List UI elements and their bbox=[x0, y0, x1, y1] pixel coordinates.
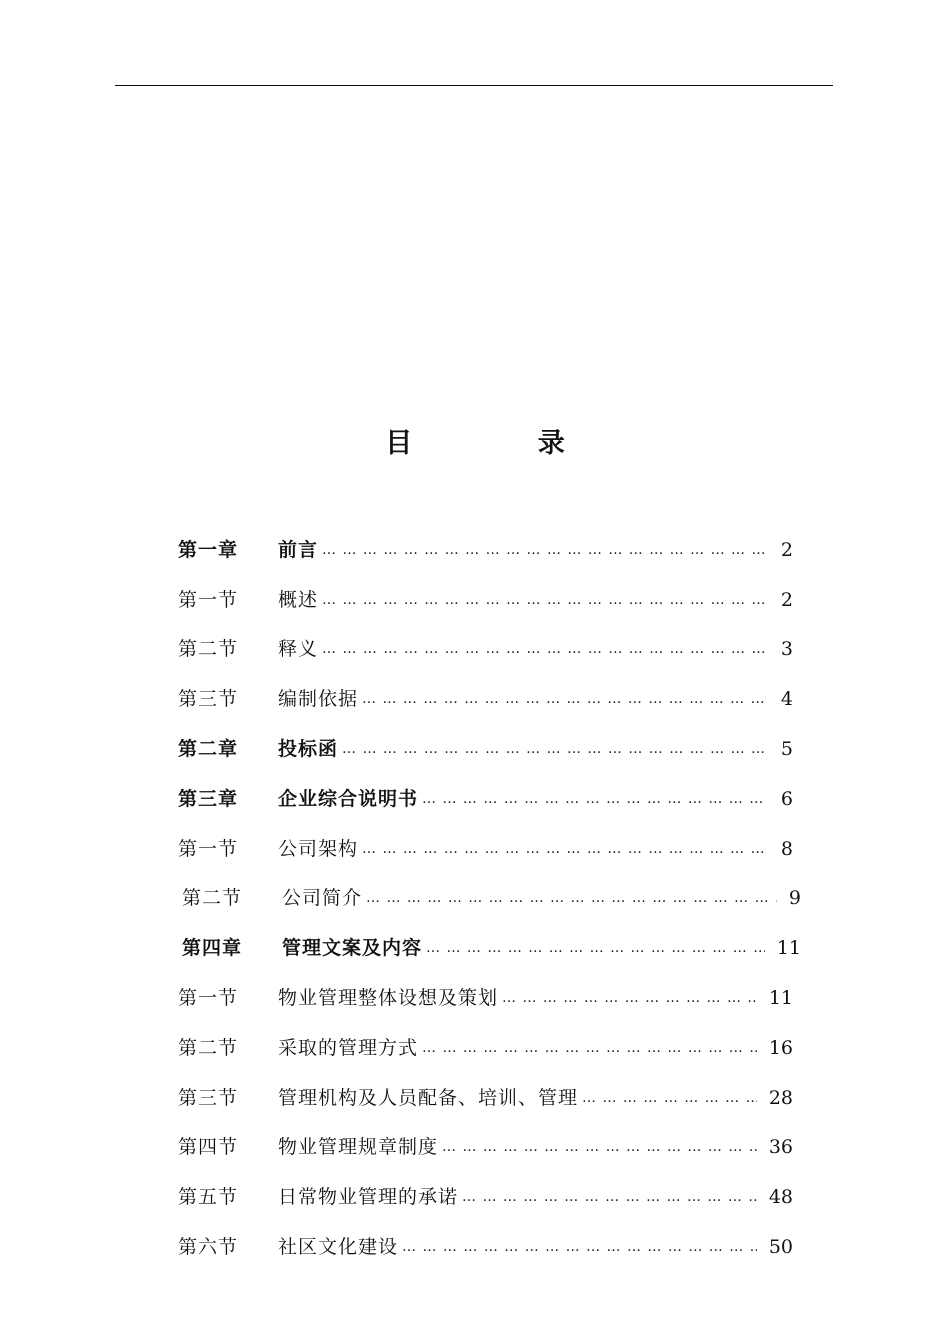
toc-entry-page: 36 bbox=[768, 1136, 793, 1159]
toc-entry-label: 第三节 bbox=[178, 688, 239, 711]
toc-entry-page: 6 bbox=[780, 787, 793, 810]
toc-leader-dots bbox=[362, 831, 769, 867]
toc-entry[interactable] bbox=[178, 774, 793, 824]
toc-entry-title: 物业管理规章制度 bbox=[278, 1136, 439, 1159]
toc-entry[interactable] bbox=[178, 575, 793, 625]
toc-entry-label: 第四章 bbox=[182, 937, 243, 960]
toc-entry[interactable] bbox=[178, 1222, 793, 1272]
toc-entry-page: 11 bbox=[776, 937, 801, 960]
toc-entry-label: 第二节 bbox=[178, 638, 239, 661]
table-of-contents bbox=[178, 525, 801, 1272]
toc-leader-dots bbox=[502, 980, 757, 1016]
toc-entry[interactable] bbox=[178, 1123, 793, 1173]
toc-entry-title: 物业管理整体设想及策划 bbox=[278, 987, 499, 1010]
toc-entry-title: 采取的管理方式 bbox=[278, 1036, 419, 1059]
toc-entry[interactable] bbox=[178, 1073, 793, 1123]
toc-entry-page: 9 bbox=[788, 887, 801, 910]
toc-leader-dots bbox=[362, 681, 769, 717]
toc-entry-title: 投标函 bbox=[278, 738, 339, 761]
toc-entry-page: 2 bbox=[780, 588, 793, 611]
toc-entry-title: 前言 bbox=[278, 538, 319, 561]
toc-entry-label: 第一节 bbox=[178, 837, 239, 860]
toc-entry-page: 50 bbox=[768, 1236, 793, 1259]
toc-leader-dots bbox=[402, 1229, 757, 1265]
toc-entry-title: 公司架构 bbox=[278, 837, 359, 860]
toc-entry-label: 第三节 bbox=[178, 1086, 239, 1109]
toc-entry-label: 第四节 bbox=[178, 1136, 239, 1159]
toc-entry-label: 第二章 bbox=[178, 738, 239, 761]
toc-entry-page: 2 bbox=[780, 538, 793, 561]
header-rule bbox=[115, 85, 833, 86]
toc-title: 目 录 bbox=[385, 428, 623, 459]
toc-entry-label: 第一节 bbox=[178, 987, 239, 1010]
toc-entry-title: 管理文案及内容 bbox=[282, 937, 423, 960]
toc-entry-page: 3 bbox=[780, 638, 793, 661]
toc-entry-page: 16 bbox=[768, 1036, 793, 1059]
toc-entry-label: 第六节 bbox=[178, 1236, 239, 1259]
toc-entry-label: 第二节 bbox=[178, 1036, 239, 1059]
toc-leader-dots bbox=[422, 1030, 757, 1066]
toc-entry-label: 第一节 bbox=[178, 588, 239, 611]
toc-entry-title: 日常物业管理的承诺 bbox=[278, 1186, 459, 1209]
toc-entry-label: 第一章 bbox=[178, 538, 239, 561]
toc-leader-dots bbox=[422, 781, 769, 817]
toc-entry-title: 社区文化建设 bbox=[278, 1236, 399, 1259]
toc-leader-dots bbox=[426, 930, 765, 966]
toc-entry-title: 编制依据 bbox=[278, 688, 359, 711]
toc-entry-label: 第三章 bbox=[178, 787, 239, 810]
toc-entry-title: 企业综合说明书 bbox=[278, 787, 419, 810]
toc-leader-dots bbox=[322, 631, 769, 667]
toc-entry-page: 11 bbox=[768, 987, 793, 1010]
toc-leader-dots bbox=[342, 731, 769, 767]
toc-leader-dots bbox=[462, 1179, 757, 1215]
toc-entry[interactable] bbox=[178, 973, 793, 1023]
toc-entry-page: 8 bbox=[780, 837, 793, 860]
toc-leader-dots bbox=[322, 582, 769, 618]
toc-entry[interactable] bbox=[178, 674, 793, 724]
toc-leader-dots bbox=[582, 1080, 757, 1116]
toc-entry-title: 公司简介 bbox=[282, 887, 363, 910]
toc-leader-dots bbox=[442, 1129, 757, 1165]
toc-entry-page: 4 bbox=[780, 688, 793, 711]
toc-entry-label: 第五节 bbox=[178, 1186, 239, 1209]
toc-entry[interactable] bbox=[178, 625, 793, 675]
toc-entry-label: 第二节 bbox=[182, 887, 243, 910]
toc-entry-page: 28 bbox=[768, 1086, 793, 1109]
toc-leader-dots bbox=[366, 880, 777, 916]
toc-entry[interactable] bbox=[178, 874, 801, 924]
toc-entry-page: 48 bbox=[768, 1186, 793, 1209]
toc-entry-page: 5 bbox=[780, 738, 793, 761]
toc-entry-title: 概述 bbox=[278, 588, 319, 611]
toc-entry-title: 释义 bbox=[278, 638, 319, 661]
toc-entry[interactable] bbox=[178, 525, 793, 575]
toc-entry[interactable] bbox=[178, 1172, 793, 1222]
toc-entry[interactable] bbox=[178, 1023, 793, 1073]
toc-entry-title: 管理机构及人员配备、培训、管理 bbox=[278, 1086, 579, 1109]
toc-entry[interactable] bbox=[178, 824, 793, 874]
toc-leader-dots bbox=[322, 532, 769, 568]
toc-entry[interactable] bbox=[178, 724, 793, 774]
toc-entry[interactable] bbox=[178, 923, 801, 973]
